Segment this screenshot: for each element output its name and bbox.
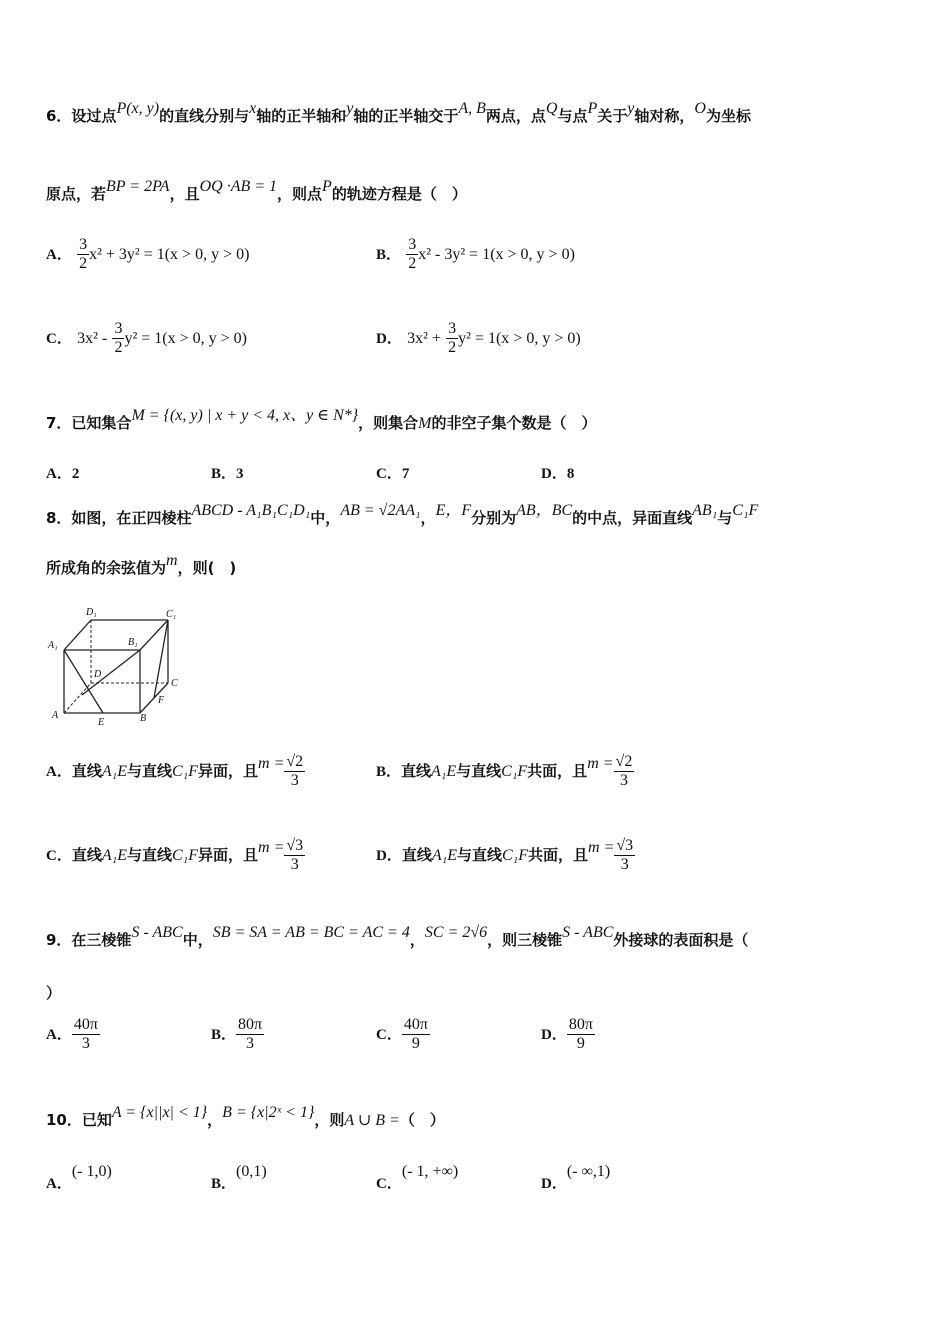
q9-text: ） — [46, 984, 62, 1002]
q10-option-a[interactable] — [46, 1160, 112, 1192]
q8-text: 与 — [717, 509, 733, 527]
math-set-A: A = {x||x| < 1} — [111, 1104, 208, 1121]
q9-text: 外接球的表面积是（ — [613, 931, 749, 949]
numerator: √2 — [615, 753, 633, 770]
denominator: 3 — [619, 772, 628, 789]
option-label: A． — [46, 764, 72, 780]
q6-text: 轴的正半轴交于 — [353, 107, 459, 125]
numerator: 3 — [79, 236, 88, 253]
option-label: B． — [376, 247, 402, 263]
numerator: 80π — [238, 1016, 263, 1033]
q7-option-a[interactable] — [46, 462, 79, 483]
option-label: C． — [46, 848, 72, 864]
q10-line1 — [46, 1104, 910, 1131]
q8-text: 8．如图，在正四棱柱 — [46, 509, 192, 527]
math-AB1: AB₁ — [692, 502, 718, 519]
math-x: x — [249, 100, 257, 117]
q8-option-d[interactable] — [376, 837, 635, 874]
option-label: D． — [541, 1027, 567, 1043]
fraction — [446, 320, 458, 357]
math-cond: AB = √2AA₁ — [340, 502, 421, 519]
math-set-B: B = {x|2ˣ < 1} — [222, 1104, 315, 1121]
fraction — [567, 1016, 595, 1053]
q9-option-a[interactable] — [46, 1016, 100, 1053]
numerator: 3 — [408, 236, 417, 253]
q6-text: 轴的正半轴和 — [256, 107, 347, 125]
math-P: P(x, y) — [116, 100, 160, 117]
q10-text: （ ） — [399, 1111, 445, 1129]
q8-line2 — [46, 552, 910, 579]
math-C1F: C₁F — [171, 763, 198, 780]
denominator: 2 — [79, 255, 88, 272]
option-label: B． — [376, 764, 402, 780]
q9-option-c[interactable] — [376, 1016, 430, 1053]
q7-text: 的非空子集个数是（ ） — [431, 414, 597, 432]
option-label: C． — [376, 1176, 402, 1192]
label-A1: A₁ — [48, 640, 58, 651]
q6-text: 的直线分别与 — [159, 107, 250, 125]
label-E: E — [98, 717, 105, 728]
math-O: O — [694, 100, 706, 117]
q6-text: 轴对称， — [634, 107, 695, 125]
numerator: 80π — [568, 1016, 593, 1033]
math-C1F: C₁F — [501, 763, 528, 780]
option-expression: y² = 1(x > 0, y > 0) — [124, 330, 247, 347]
q9-text: 中， — [182, 931, 213, 949]
math-C1F: C₁F — [732, 502, 759, 519]
math-A1E: A₁E — [431, 847, 457, 864]
numerator: √3 — [286, 837, 304, 854]
q7-line1 — [46, 407, 910, 434]
denominator: 3 — [290, 856, 299, 873]
math-y: y — [627, 100, 635, 117]
math-m: m = — [587, 755, 614, 772]
q8-text: 的中点，异面直线 — [572, 509, 693, 527]
q7-option-d[interactable] — [541, 462, 574, 483]
q9-option-d[interactable] — [541, 1016, 595, 1053]
math-sc: SC = 2√6 — [424, 924, 488, 941]
fraction — [614, 837, 635, 874]
option-text: 直线 — [71, 846, 102, 864]
math-set-M: M = {(x, y) | x + y < 4, x、y ∈ N*} — [131, 407, 359, 424]
label-A: A — [52, 710, 59, 721]
math-M: M — [418, 415, 432, 432]
q7-option-c[interactable] — [376, 462, 409, 483]
label-B1: B₁ — [128, 637, 138, 648]
label-D1: D₁ — [86, 607, 97, 618]
math-A1E: A₁E — [431, 763, 457, 780]
option-label: C． — [376, 466, 402, 482]
option-text: 直线 — [401, 762, 432, 780]
q6-text: 两点，点 — [485, 107, 546, 125]
q9-line2 — [46, 983, 910, 1003]
q8-option-c[interactable] — [46, 837, 305, 874]
denominator: 9 — [411, 1035, 420, 1052]
label-B: B — [140, 713, 147, 724]
denominator: 3 — [290, 772, 299, 789]
numerator: 3 — [114, 320, 123, 337]
option-text: 与直线 — [456, 762, 502, 780]
q10-text: 10．已知 — [46, 1111, 112, 1129]
q7-option-b[interactable] — [211, 462, 244, 483]
math-cond: SB = SA = AB = BC = AC = 4 — [212, 924, 410, 941]
math-P: P — [322, 178, 332, 195]
q6-text: 与点 — [557, 107, 588, 125]
q10-text: ， — [207, 1111, 223, 1129]
q10-option-c[interactable] — [376, 1160, 459, 1192]
option-expression: (- 1, +∞) — [401, 1163, 459, 1180]
option-value: 8 — [566, 466, 575, 482]
numerator: 40π — [403, 1016, 428, 1033]
fraction — [77, 236, 89, 273]
q8-text: 中， — [310, 509, 341, 527]
option-label: C． — [46, 331, 72, 347]
q6-text: 6．设过点 — [46, 107, 117, 125]
q9-text: 9．在三棱锥 — [46, 931, 132, 949]
option-label: D． — [376, 848, 402, 864]
q10-option-b[interactable] — [211, 1160, 267, 1192]
q8-text: 分别为 — [471, 509, 517, 527]
fraction — [72, 1016, 100, 1053]
math-pyramid: S - ABC — [562, 924, 614, 941]
math-A1E: A₁E — [101, 847, 127, 864]
option-expression: (- ∞,1) — [566, 1163, 611, 1180]
option-value: 7 — [401, 466, 410, 482]
denominator: 3 — [81, 1035, 90, 1052]
option-label: A． — [46, 247, 72, 263]
math-AB: A, B — [458, 100, 486, 117]
math-pyramid: S - ABC — [131, 924, 183, 941]
option-text: 与直线 — [126, 762, 172, 780]
option-expression: (0,1) — [236, 1163, 267, 1180]
fraction — [402, 1016, 430, 1053]
fraction — [614, 753, 635, 790]
q8-text: ，则( ) — [177, 559, 237, 577]
label-F: F — [158, 695, 165, 706]
option-expression: x² - 3y² = 1(x > 0, y > 0) — [418, 246, 575, 263]
math-sides: AB，BC — [516, 502, 573, 519]
numerator: √3 — [616, 837, 634, 854]
q6-text: ，且 — [169, 185, 200, 203]
math-C1F: C₁F — [171, 847, 198, 864]
math-EF: E，F — [435, 502, 472, 519]
fraction — [406, 236, 418, 273]
option-label: B． — [211, 466, 237, 482]
q8-option-b[interactable] — [376, 753, 634, 790]
option-label: B． — [211, 1176, 237, 1192]
option-text: 共面，且 — [527, 762, 588, 780]
option-text: 与直线 — [456, 846, 502, 864]
option-expression: x² + 3y² = 1(x > 0, y > 0) — [89, 246, 250, 263]
numerator: √2 — [286, 753, 304, 770]
prism-figure — [46, 603, 196, 728]
option-label: D． — [541, 1176, 567, 1192]
option-text: 直线 — [401, 846, 432, 864]
q7-text: ，则集合 — [358, 414, 419, 432]
q8-text: ， — [420, 509, 436, 527]
math-y: y — [346, 100, 354, 117]
math-prism: ABCD - A₁B₁C₁D₁ — [191, 502, 311, 519]
q6-text: 关于 — [597, 107, 628, 125]
math-m: m — [166, 552, 178, 569]
math-m: m = — [258, 755, 285, 772]
q10-text: ，则 — [314, 1111, 345, 1129]
q9-option-b[interactable] — [211, 1016, 264, 1053]
q9-text: ， — [409, 931, 425, 949]
q6-text: 的轨迹方程是（ ） — [331, 185, 467, 203]
option-label: A． — [46, 1176, 72, 1192]
denominator: 2 — [448, 339, 457, 356]
option-value: 3 — [236, 466, 244, 482]
q6-text: ，则点 — [277, 185, 323, 203]
math-Q: Q — [545, 100, 558, 117]
option-text: 直线 — [71, 762, 102, 780]
fraction — [284, 837, 305, 874]
option-text: 异面，且 — [198, 846, 259, 864]
math-m: m = — [258, 839, 285, 856]
option-text: 异面，且 — [198, 762, 259, 780]
q10-option-d[interactable] — [541, 1160, 611, 1192]
option-label: C． — [376, 1027, 402, 1043]
q6-line2 — [46, 178, 910, 205]
math-union: A ∪ B = — [344, 1112, 400, 1129]
q8-option-a[interactable] — [46, 753, 305, 790]
denominator: 2 — [408, 255, 417, 272]
q8-text: 所成角的余弦值为 — [46, 559, 167, 577]
denominator: 9 — [576, 1035, 585, 1052]
q6-text: 为坐标 — [705, 107, 751, 125]
option-text: 共面，且 — [528, 846, 589, 864]
math-C1F: C₁F — [501, 847, 528, 864]
math-cond1: BP = 2PA — [106, 178, 170, 195]
fraction — [284, 753, 305, 790]
denominator: 2 — [114, 339, 123, 356]
denominator: 3 — [246, 1035, 255, 1052]
q6-option-c[interactable] — [46, 320, 247, 357]
q9-text: ，则三棱锥 — [487, 931, 563, 949]
option-label: B． — [211, 1027, 237, 1043]
option-label: D． — [376, 331, 402, 347]
q6-line1 — [46, 100, 910, 127]
fraction — [236, 1016, 264, 1053]
q6-option-a[interactable] — [46, 236, 249, 273]
option-expression: 3x² - — [77, 330, 108, 347]
option-expression: y² = 1(x > 0, y > 0) — [458, 330, 581, 347]
label-C: C — [171, 678, 178, 689]
option-label: A． — [46, 466, 72, 482]
numerator: 40π — [73, 1016, 98, 1033]
q9-line1 — [46, 924, 910, 951]
option-expression: (- 1,0) — [71, 1163, 112, 1180]
option-text: 与直线 — [126, 846, 172, 864]
denominator: 3 — [620, 856, 629, 873]
math-m: m = — [588, 839, 615, 856]
q8-line1 — [46, 502, 910, 529]
q6-option-b[interactable] — [376, 236, 575, 273]
option-label: A． — [46, 1027, 72, 1043]
label-C1: C₁ — [166, 609, 177, 620]
q7-text: 7．已知集合 — [46, 414, 132, 432]
q6-text: 原点，若 — [46, 185, 107, 203]
option-expression: 3x² + — [407, 330, 441, 347]
math-A1E: A₁E — [101, 763, 127, 780]
option-label: D． — [541, 466, 567, 482]
option-value: 2 — [71, 466, 80, 482]
numerator: 3 — [448, 320, 457, 337]
math-cond2: OQ ·AB = 1 — [199, 178, 278, 195]
math-P: P — [587, 100, 598, 117]
label-D: D — [94, 669, 102, 680]
fraction — [112, 320, 124, 357]
q6-option-d[interactable] — [376, 320, 581, 357]
